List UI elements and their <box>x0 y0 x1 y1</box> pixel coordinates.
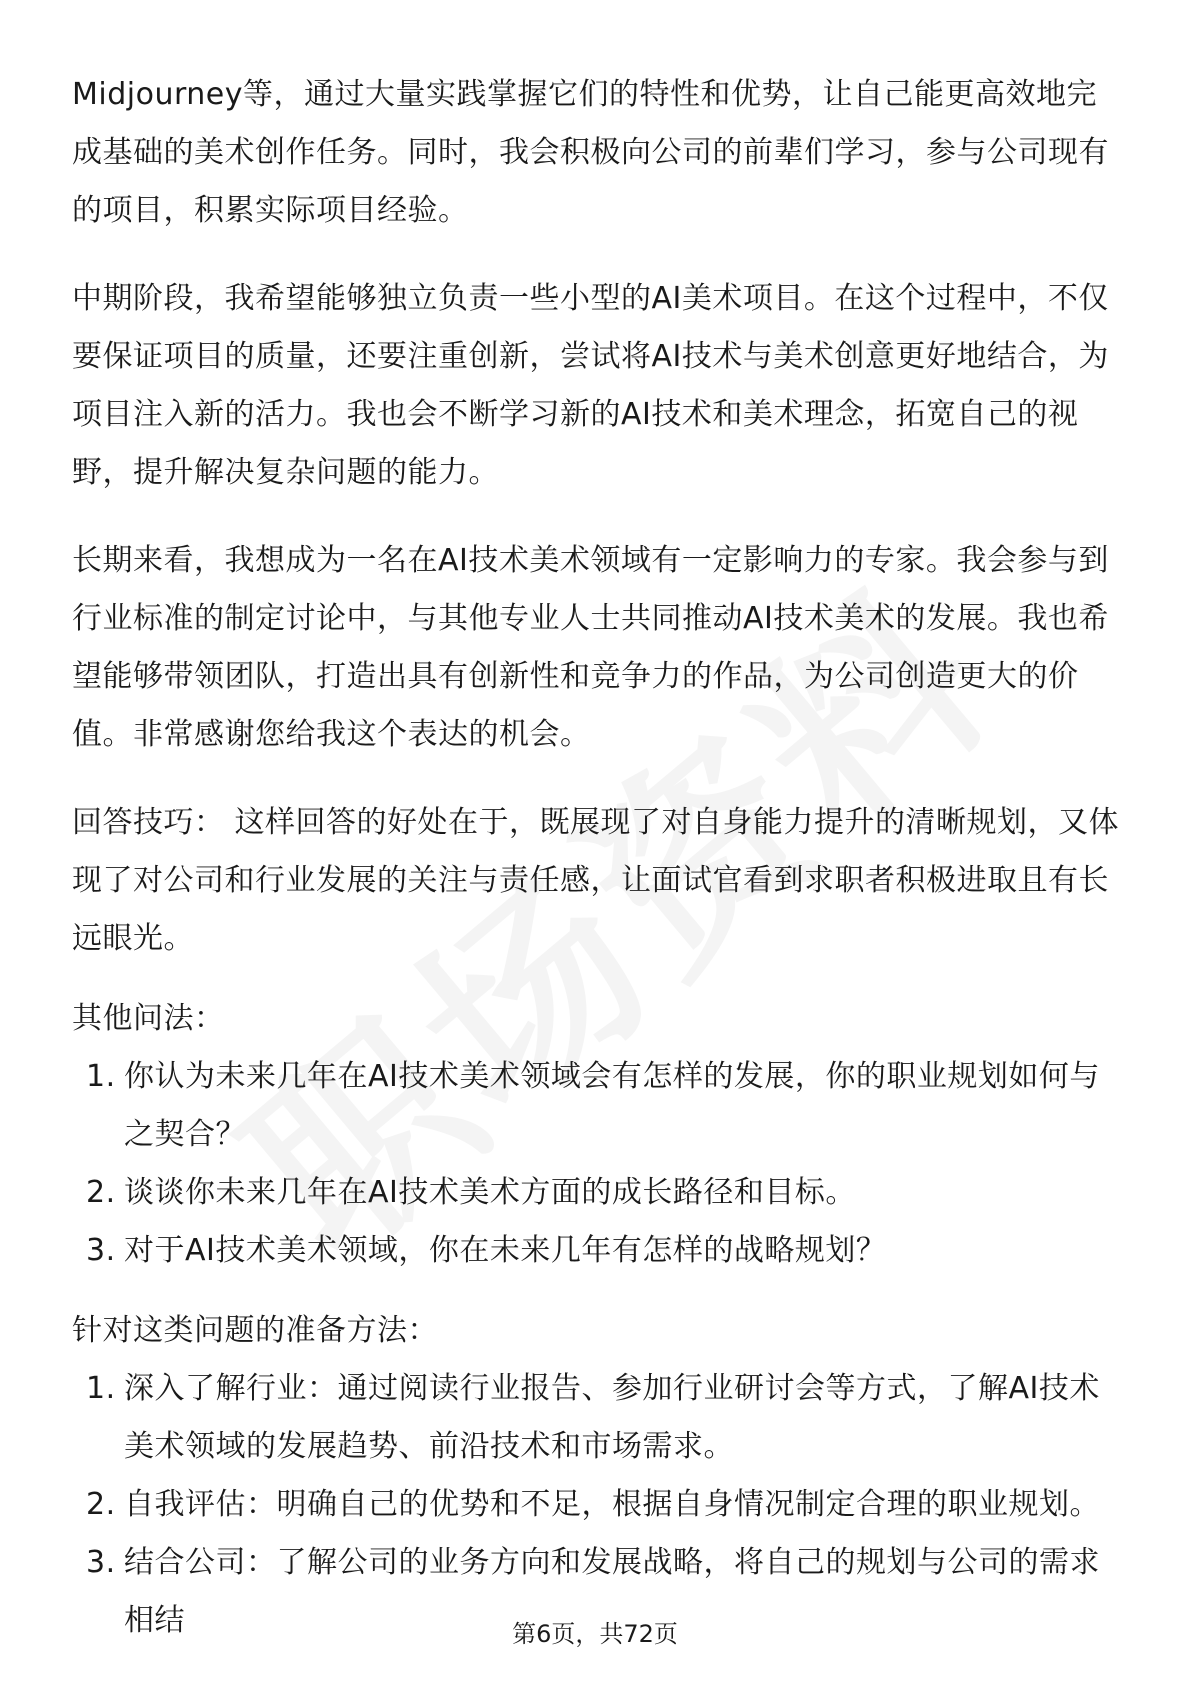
list-item-text: 你认为未来几年在AI技术美术领域会有怎样的发展，你的职业规划如何与之契合？ <box>124 1059 1100 1152</box>
document-page <box>72 66 1120 1650</box>
paragraph-mid-stage: 中期阶段，我希望能够独立负责一些小型的AI美术项目。在这个过程中，不仅要保证项目的质量，还要注重创新，尝试将AI技术与美术创意更好地结合，为项目注入新的活力。我也会不断学习新的AI技术和美术理念，拓宽自己的视野，提升解决复杂问题的能力。 <box>72 281 1109 490</box>
list-number: 1. <box>86 1371 116 1406</box>
prep-methods-list <box>72 1360 1120 1650</box>
list-item <box>72 1476 1120 1534</box>
list-item-text: 自我评估：明确自己的优势和不足，根据自身情况制定合理的职业规划。 <box>124 1487 1100 1522</box>
list-item-text: 对于AI技术美术领域，你在未来几年有怎样的战略规划？ <box>124 1233 887 1268</box>
other-questions-heading: 其他问法： <box>72 1001 225 1036</box>
paragraph-early-stage: Midjourney等，通过大量实践掌握它们的特性和优势，让自己能更高效地完成基础的美术创作任务。同时，我会积极向公司的前辈们学习，参与公司现有的项目，积累实际项目经验。 <box>72 77 1109 228</box>
list-item-text: 谈谈你未来几年在AI技术美术方面的成长路径和目标。 <box>124 1175 856 1210</box>
list-item <box>72 1360 1120 1476</box>
list-item <box>72 1164 1120 1222</box>
list-number: 2. <box>86 1487 116 1522</box>
paragraph-long-term: 长期来看，我想成为一名在AI技术美术领域有一定影响力的专家。我会参与到行业标准的制定讨论中，与其他专业人士共同推动AI技术美术的发展。我也希望能够带领团队，打造出具有创新性和竞争力的作品，为公司创造更大的价值。非常感谢您给我这个表达的机会。 <box>72 543 1109 752</box>
list-item <box>72 1222 1120 1280</box>
list-number: 2. <box>86 1175 116 1210</box>
list-item-text: 深入了解行业：通过阅读行业报告、参加行业研讨会等方式，了解AI技术美术领域的发展趋势、前沿技术和市场需求。 <box>124 1371 1100 1464</box>
prep-methods-heading: 针对这类问题的准备方法： <box>72 1313 438 1348</box>
list-number: 3. <box>86 1233 116 1268</box>
list-item <box>72 1048 1120 1164</box>
list-number: 1. <box>86 1059 116 1094</box>
other-questions-list <box>72 1048 1120 1280</box>
list-number: 3. <box>86 1545 116 1580</box>
list-item-text: 结合公司：了解公司的业务方向和发展战略，将自己的规划与公司的需求相结 <box>124 1545 1100 1638</box>
page-number: 第6页，共72页 <box>512 1620 678 1648</box>
answer-tip: 回答技巧： 这样回答的好处在于，既展现了对自身能力提升的清晰规划，又体现了对公司和行业发展的关注与责任感，让面试官看到求职者积极进取且有长远眼光。 <box>72 805 1120 956</box>
